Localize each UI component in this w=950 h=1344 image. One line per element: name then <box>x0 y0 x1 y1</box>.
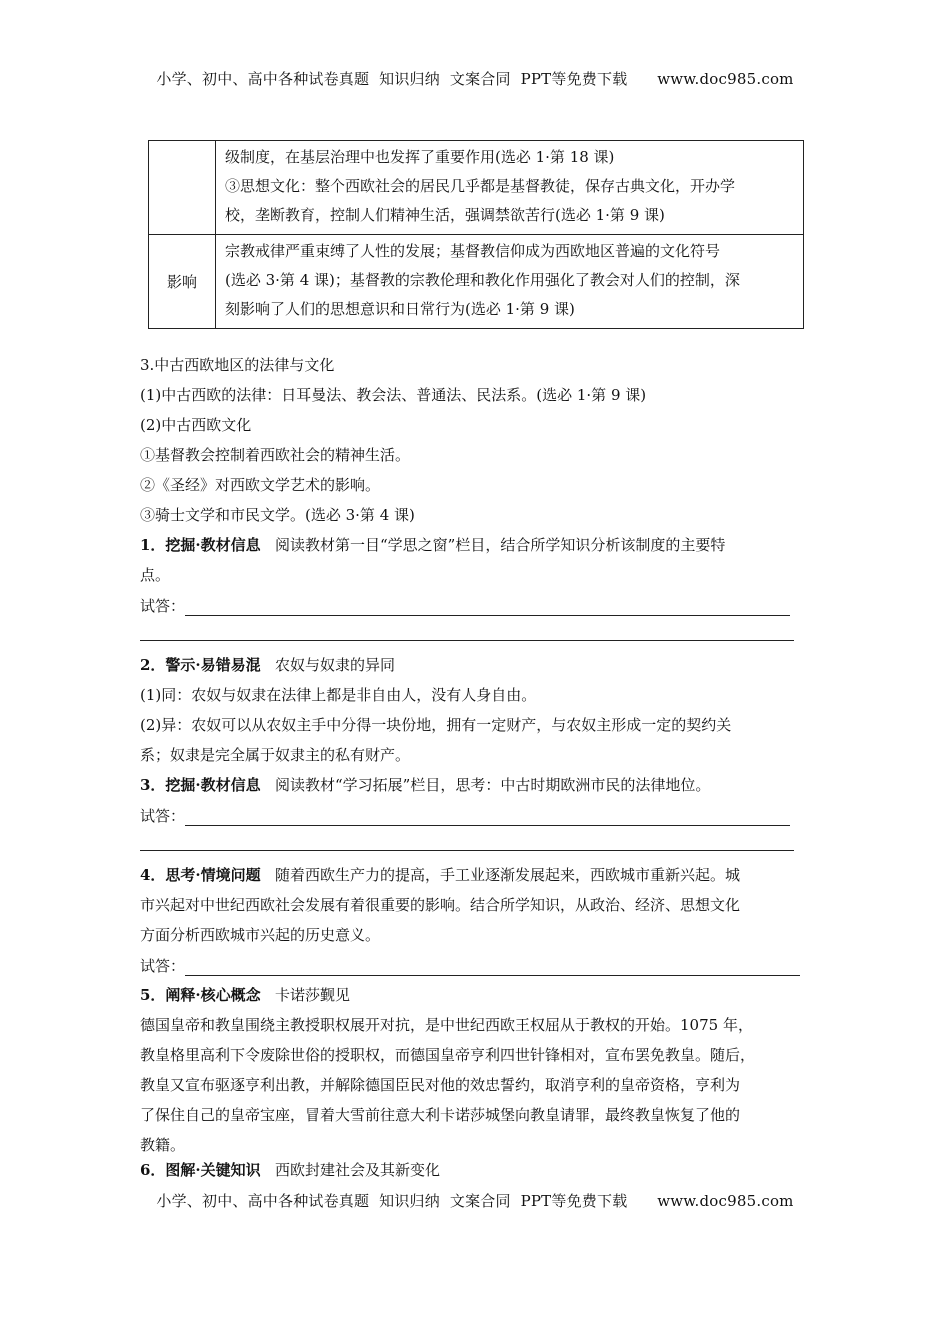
question-1 <box>140 535 810 555</box>
passage-line: 教皇又宣布驱逐亨利出教，并解除德国臣民对他的效忠誓约，取消亨利的皇帝资格，亨利为 <box>140 1076 741 1094</box>
question-tag: 1．挖掘·教材信息 <box>140 536 261 554</box>
culture-item: ③骑士文学和市民文学。(选必 3·第 4 课) <box>140 506 415 524</box>
answer-field[interactable] <box>140 595 790 616</box>
question-tag: 2．警示·易错易混 <box>140 656 261 674</box>
answer-field[interactable] <box>140 805 790 826</box>
page-header: 小学、初中、高中各种试卷真题 知识归纳 文案合同 PPT等免费下载 www.doc985.com <box>156 70 794 88</box>
question-5 <box>140 985 810 1005</box>
question-tag: 3．挖掘·教材信息 <box>140 776 261 794</box>
info-table <box>148 140 804 329</box>
same-point: (1)同：农奴与奴隶在法律上都是非自由人，没有人身自由。 <box>140 686 537 704</box>
question-text: 阅读教材第一目“学思之窗”栏目，结合所学知识分析该制度的主要特 <box>274 536 726 554</box>
cell-text: 宗教戒律严重束缚了人性的发展；基督教信仰成为西欧地区普遍的文化符号 <box>225 242 721 260</box>
question-tag: 4．思考·情境问题 <box>140 866 261 884</box>
answer-label: 试答： <box>140 807 186 825</box>
section-title: 3.中古西欧地区的法律与文化 <box>140 356 335 374</box>
question-text: 农奴与奴隶的异同 <box>274 656 395 674</box>
question-tag: 6．图解·关键知识 <box>140 1161 261 1179</box>
answer-blank[interactable] <box>185 601 790 616</box>
cell-text: 级制度，在基层治理中也发挥了重要作用(选必 1·第 18 课) <box>225 148 615 166</box>
law-line: (1)中古西欧的法律：日耳曼法、教会法、普通法、民法系。(选必 1·第 9 课) <box>140 386 647 404</box>
question-text: 随着西欧生产力的提高，手工业逐渐发展起来，西欧城市重新兴起。城 <box>274 866 740 884</box>
answer-blank[interactable] <box>185 961 800 976</box>
cell-text: 刻影响了人们的思想意识和日常行为(选必 1·第 9 课) <box>225 300 575 318</box>
table-row <box>149 141 804 235</box>
question-text: 卡诺莎觐见 <box>274 986 350 1004</box>
question-text: 西欧封建社会及其新变化 <box>274 1161 440 1179</box>
question-4-cont: 方面分析西欧城市兴起的历史意义。 <box>140 926 381 944</box>
culture-item: ②《圣经》对西欧文学艺术的影响。 <box>140 476 381 494</box>
row-content <box>216 235 804 329</box>
diff-point: (2)异：农奴可以从农奴主手中分得一块份地，拥有一定财产，与农奴主形成一定的契约关 <box>140 716 732 734</box>
question-1-cont: 点。 <box>140 566 171 584</box>
question-4-cont: 市兴起对中世纪西欧社会发展有着很重要的影响。结合所学知识，从政治、经济、思想文化 <box>140 896 741 914</box>
question-3 <box>140 775 810 795</box>
passage-line: 教籍。 <box>140 1136 186 1154</box>
row-label <box>149 141 216 235</box>
table-row <box>149 235 804 329</box>
cell-text: ③思想文化：整个西欧社会的居民几乎都是基督教徒，保存古典文化，开办学 <box>225 177 736 195</box>
question-4 <box>140 865 810 885</box>
answer-blank[interactable] <box>185 811 790 826</box>
cell-text: (选必 3·第 4 课)；基督教的宗教伦理和教化作用强化了教会对人们的控制，深 <box>225 271 740 289</box>
question-2 <box>140 655 810 675</box>
passage-line: 了保住自己的皇帝宝座，冒着大雪前往意大利卡诺莎城堡向教皇请罪，最终教皇恢复了他的 <box>140 1106 741 1124</box>
passage-line: 教皇格里高利下令废除世俗的授职权，而德国皇帝亨利四世针锋相对，宣布罢免教皇。随后， <box>140 1046 756 1064</box>
page-footer: 小学、初中、高中各种试卷真题 知识归纳 文案合同 PPT等免费下载 www.doc985.com <box>156 1192 794 1210</box>
cell-text: 校，垄断教育，控制人们精神生活，强调禁欲苦行(选必 1·第 9 课) <box>225 206 665 224</box>
question-text: 阅读教材“学习拓展”栏目，思考：中古时期欧洲市民的法律地位。 <box>274 776 711 794</box>
culture-item: ①基督教会控制着西欧社会的精神生活。 <box>140 446 411 464</box>
answer-field[interactable] <box>140 955 800 976</box>
row-content <box>216 141 804 235</box>
answer-label: 试答： <box>140 957 186 975</box>
passage-line: 德国皇帝和教皇围绕主教授职权展开对抗，是中世纪西欧王权屈从于教权的开始。1075 年， <box>140 1016 753 1034</box>
question-tag: 5．阐释·核心概念 <box>140 986 261 1004</box>
answer-blank-line[interactable] <box>140 850 794 851</box>
question-6 <box>140 1160 810 1180</box>
culture-heading: (2)中古西欧文化 <box>140 416 252 434</box>
diff-point-cont: 系；奴隶是完全属于奴隶主的私有财产。 <box>140 746 411 764</box>
answer-label: 试答： <box>140 597 186 615</box>
answer-blank-line[interactable] <box>140 640 794 641</box>
row-label: 影响 <box>149 235 216 329</box>
